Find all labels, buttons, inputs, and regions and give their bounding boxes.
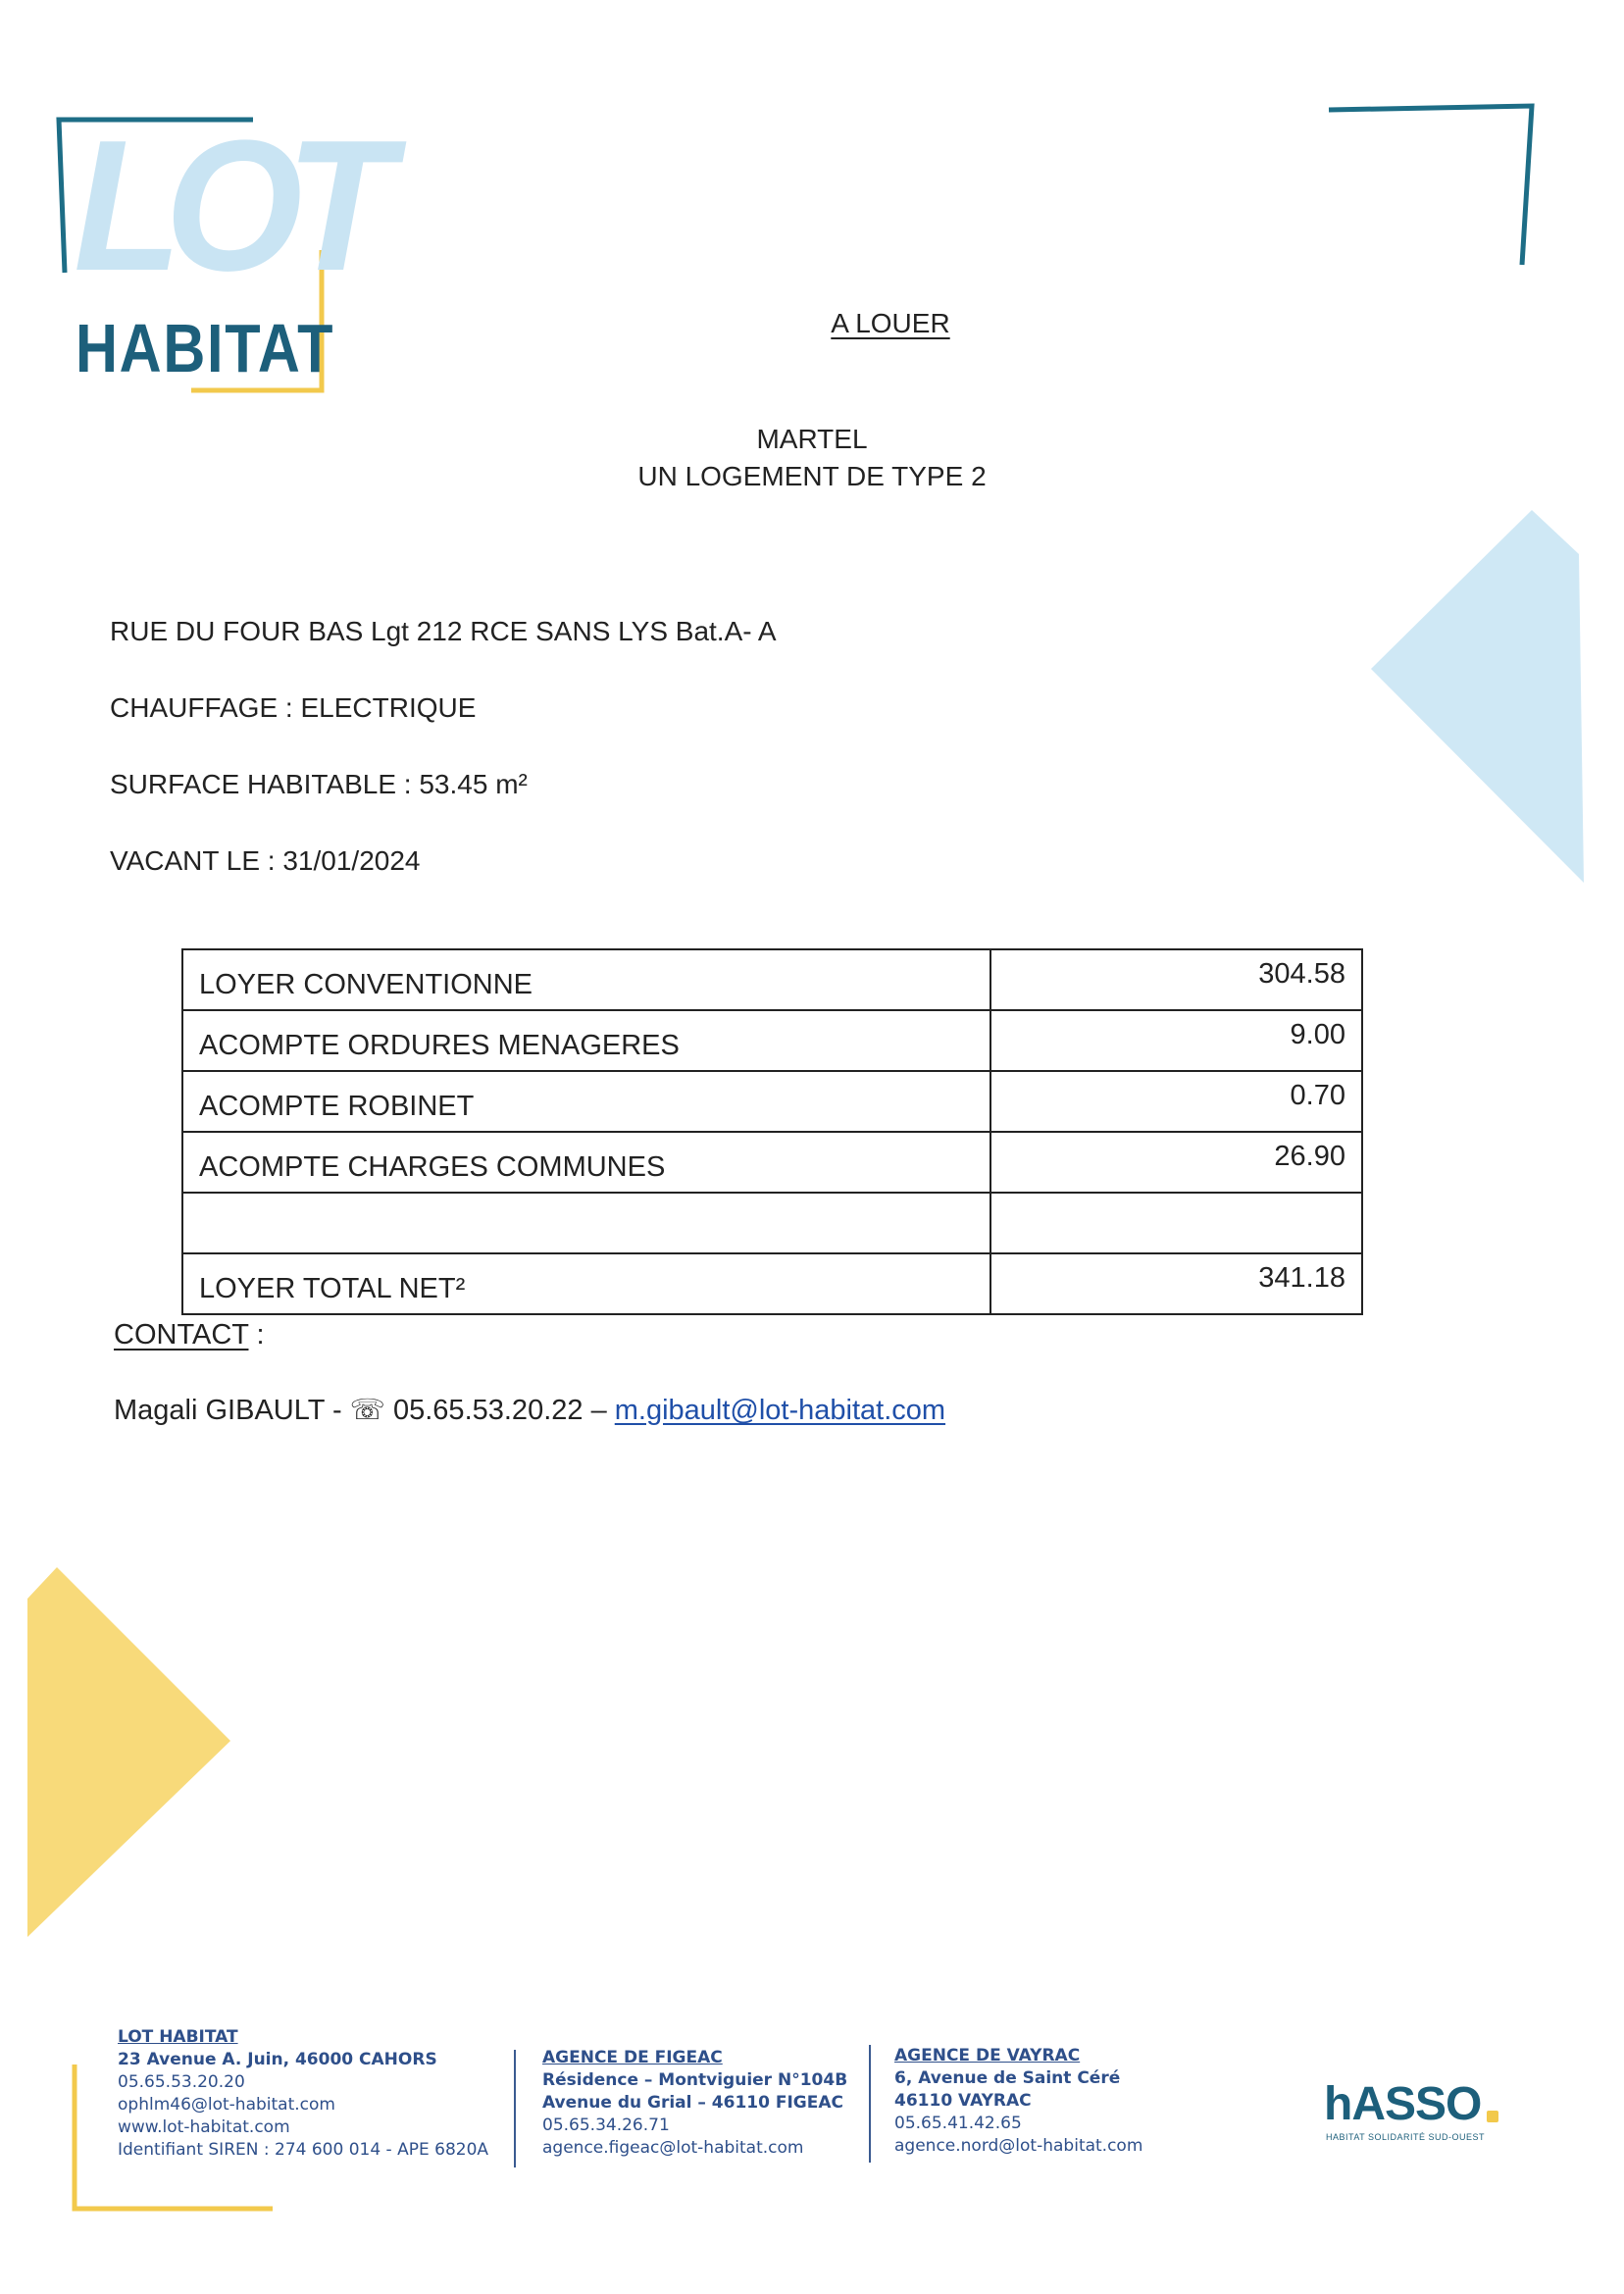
contact-phone: 05.65.53.20.22 – [384, 1395, 615, 1426]
footer-vayrac-title: AGENCE DE VAYRAC [894, 2046, 1081, 2065]
hasso-logo-text: hASSO [1324, 2078, 1482, 2130]
footer-lot-web: www.lot-habitat.com [118, 2117, 290, 2137]
blue-diamond-shape [1371, 510, 1584, 883]
footer-divider [514, 2050, 516, 2167]
table-row [182, 1071, 1362, 1132]
footer-figeac-title: AGENCE DE FIGEAC [542, 2048, 723, 2067]
row-value [990, 1193, 1362, 1253]
row-label: ACOMPTE ORDURES MENAGERES [182, 1010, 990, 1071]
rent-table [181, 948, 1363, 1315]
footer-vayrac-address2: 46110 VAYRAC [894, 2091, 1032, 2111]
corner-frame-top-right [1329, 106, 1532, 265]
contact-name: Magali GIBAULT - [114, 1395, 350, 1426]
contact-line [114, 1393, 945, 1427]
footer-divider [869, 2045, 871, 2163]
footer-lot-siren: Identifiant SIREN : 274 600 014 - APE 6820A [118, 2140, 489, 2160]
table-row [182, 1132, 1362, 1193]
contact-heading-suffix: : [248, 1319, 265, 1351]
surface-field: SURFACE HABITABLE : 53.45 m² [110, 769, 528, 799]
footer-agence-vayrac [894, 2045, 1142, 2158]
phone-icon: ☏ [349, 1395, 385, 1426]
contact-heading [114, 1319, 265, 1351]
footer-lot-phone: 05.65.53.20.20 [118, 2072, 245, 2092]
table-row [182, 949, 1362, 1010]
row-label: ACOMPTE CHARGES COMMUNES [182, 1132, 990, 1193]
total-value: 341.18 [990, 1253, 1362, 1314]
contact-email-link[interactable]: m.gibault@lot-habitat.com [614, 1395, 946, 1426]
page-title: A LOUER [831, 308, 950, 338]
footer-lot-title: LOT HABITAT [118, 2027, 238, 2047]
row-label [182, 1193, 990, 1253]
footer-lot-address: 23 Avenue A. Juin, 46000 CAHORS [118, 2050, 437, 2069]
footer-agence-figeac [542, 2047, 847, 2160]
row-label: LOYER CONVENTIONNE [182, 949, 990, 1010]
heating-field: CHAUFFAGE : ELECTRIQUE [110, 692, 477, 723]
footer-lot-habitat [118, 2026, 488, 2162]
yellow-diamond-shape [27, 1567, 230, 1937]
logo-lot-text: LOT [74, 102, 378, 310]
table-row-empty [182, 1193, 1362, 1253]
lot-habitat-logo [54, 102, 378, 397]
table-row [182, 1010, 1362, 1071]
row-value: 304.58 [990, 949, 1362, 1010]
housing-type: UN LOGEMENT DE TYPE 2 [637, 461, 987, 491]
hasso-tagline: HABITAT SOLIDARITÉ SUD-OUEST [1326, 2132, 1486, 2142]
footer-figeac-address2: Avenue du Grial – 46110 FIGEAC [542, 2093, 844, 2113]
row-value: 0.70 [990, 1071, 1362, 1132]
logo-habitat-text: HABITAT [76, 310, 335, 386]
footer-vayrac-email: agence.nord@lot-habitat.com [894, 2136, 1143, 2156]
hasso-logo [1324, 2077, 1510, 2156]
vacancy-date-field: VACANT LE : 31/01/2024 [110, 845, 421, 876]
footer-lot-email: ophlm46@lot-habitat.com [118, 2095, 335, 2115]
footer-vayrac-phone: 05.65.41.42.65 [894, 2114, 1022, 2133]
footer-figeac-phone: 05.65.34.26.71 [542, 2116, 670, 2135]
footer-figeac-address1: Résidence – Montviguier N°104B [542, 2070, 848, 2090]
footer-figeac-email: agence.figeac@lot-habitat.com [542, 2138, 804, 2158]
footer-vayrac-address1: 6, Avenue de Saint Céré [894, 2068, 1121, 2088]
total-label: LOYER TOTAL NET² [182, 1253, 990, 1314]
table-row-total [182, 1253, 1362, 1314]
city-name: MARTEL [756, 424, 868, 454]
row-value: 9.00 [990, 1010, 1362, 1071]
row-value: 26.90 [990, 1132, 1362, 1193]
row-label: ACOMPTE ROBINET [182, 1071, 990, 1132]
contact-heading-text: CONTACT [114, 1319, 249, 1351]
hasso-logo-dot [1487, 2111, 1498, 2122]
address-field: RUE DU FOUR BAS Lgt 212 RCE SANS LYS Bat.A- A [110, 616, 777, 646]
